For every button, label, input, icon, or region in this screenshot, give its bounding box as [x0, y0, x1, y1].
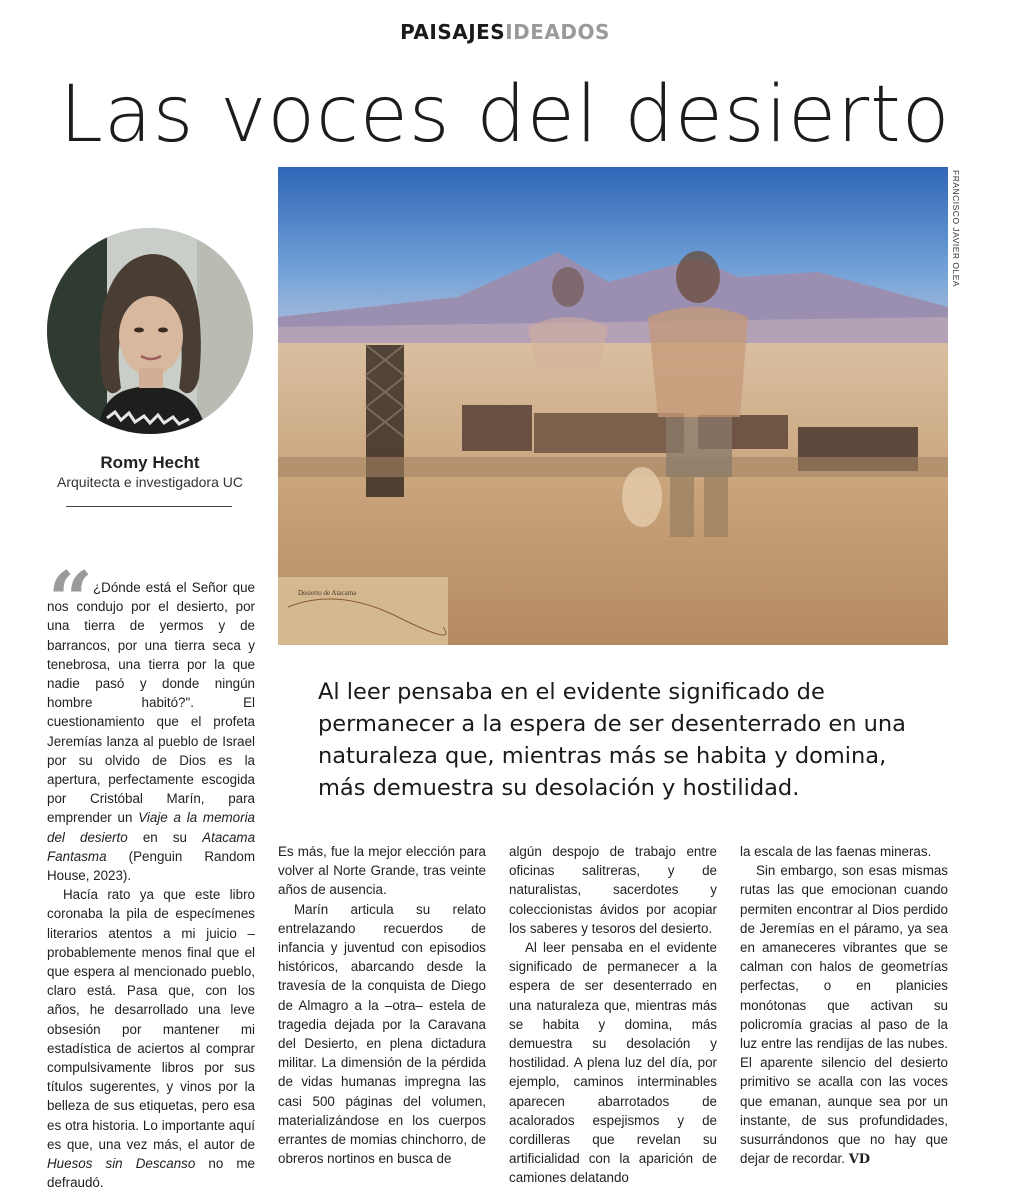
article-paragraph: Al leer pensaba en el evidente significado de permanecer a la espera de ser desenterrado en una naturaleza que, mientras más se habita y domina, más demuestra su desolación y hostilidad. A plena luz del día, por ejemplo, caminos interminables aparecen abarrotados de acalorados espejismos y de cordilleras que revelan su artificialidad con la aparición de camiones delatando [509, 940, 717, 1186]
author-role: Arquitecta e investigadora UC [57, 474, 243, 490]
signoff: VD [848, 1152, 871, 1168]
article-column-3 [509, 842, 717, 1188]
article-text: en su [127, 829, 203, 845]
section-label-light: IDEADOS [505, 20, 610, 44]
author-divider [66, 506, 232, 507]
article-column-2 [278, 842, 486, 1168]
article-column-1 [47, 578, 255, 1193]
article-paragraph [47, 578, 255, 885]
author-name: Romy Hecht [100, 453, 200, 472]
map-label: Desierto de Atacama [298, 589, 357, 597]
article-text: Sin embargo, son esas mismas rutas las que emocionan cuando permiten encontrar al Dios perdido de Jeremías en el páramo, ya sea en amaneceres vibrantes que se calman con halos de geometrías perfectas, o en planicies monótonas que activan su policromía gracias al paso de la luz entre las rendijas de las nubes. El aparente silencio del desierto primitivo se acalla con las voces que emanan, aunque sea por un instante, de sus profundidades, susurrándonos que no hay que dejar de recordar. [740, 863, 948, 1167]
book-title: Viaje a la memoria del desierto [47, 810, 256, 845]
pull-quote: Al leer pensaba en el evidente significado de permanecer a la espera de ser desenterrado en una naturaleza que, mientras más se habita y domina, más demuestra su desolación y hostilidad. [318, 679, 906, 801]
book-title: Atacama Fantasma [47, 829, 256, 864]
article-column-4 [740, 842, 948, 1169]
book-title: Huesos sin Descanso [47, 1156, 196, 1172]
article-text: no me defraudó. [47, 1156, 255, 1191]
article-text: (Penguin Random House, 2023). [47, 848, 255, 884]
article-paragraph [47, 885, 255, 1192]
article-paragraph: Es más, fue la mejor elección para volver al Norte Grande, tras veinte años de ausencia. [278, 844, 486, 898]
article-paragraph: algún despojo de trabajo entre oficinas salitreras, y de naturalistas, sacerdotes y coleccionistas ávidos por acopiar los saberes y tesoros del desierto. [509, 844, 717, 936]
desert-photo [278, 167, 948, 645]
article-text: ¿Dónde está el Señor que nos condujo por el desierto, por una tierra de yermos y de barrancos, por una tierra seca y tenebrosa, una tierra por la que nadie pasó y donde ningún hombre habitó?". El cuestionamiento que el profeta Jeremías lanza al pueblo de Israel por su olvido de Dios es la apertura, perfectamente escogida por Cristóbal Marín, para emprender un [47, 580, 255, 826]
article-paragraph [740, 861, 948, 1169]
photo-credit-text: FRANCISCO JAVIER OLEA [951, 170, 961, 288]
article-text: Hacía rato ya que este libro coronaba la pila de especímenes literarios atentos a mi juicio –probablemente menos final que el que espera al mencionado pueblo, claro está. Pasa que, con los años, he desarrollado una leve obsesión por mantener mi estadística de aciertos al comprar compulsivamente libros por sus títulos sugerentes, y vinos por la belleza de sus etiquetas, pero esa es otra historia. Lo importante aquí es que, una vez más, el autor de [47, 887, 255, 1152]
author-portrait [47, 228, 253, 434]
quote-mark-icon: “ [48, 555, 93, 646]
section-label-bold: PAISAJES [400, 20, 506, 44]
article-paragraph: Marín articula su relato entrelazando recuerdos de infancia y juventud con episodios históricos, abarcando desde la travesía de la conquista de Diego de Almagro a la –otra– estela de tragedia dejada por la Caravana del Desierto, en plena dictadura militar. La dimensión de la pérdida de vidas humanas impregna las casi 500 páginas del volumen, materializándose en los cuerpos errantes de momias chinchorro, de obreros nortinos en busca de [278, 901, 486, 1167]
article-paragraph: la escala de las faenas mineras. [740, 844, 932, 859]
photo-credit [950, 170, 962, 300]
headline: Las voces del desierto [59, 70, 951, 160]
section-label [0, 20, 1010, 44]
